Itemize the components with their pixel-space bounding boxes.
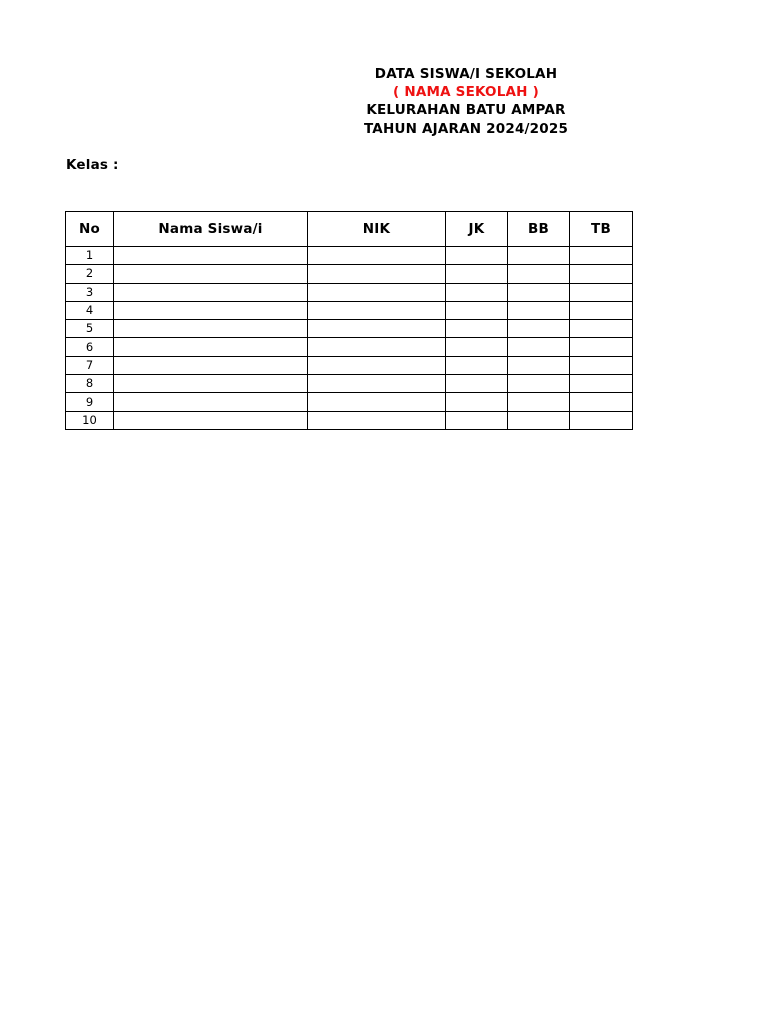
- cell-no: 6: [66, 338, 114, 356]
- table-row: [66, 301, 633, 319]
- cell-no: 1: [66, 247, 114, 265]
- cell-nama: [114, 265, 308, 283]
- table-row: [66, 247, 633, 265]
- title-line-kelurahan-text: KELURAHAN BATU AMPAR: [366, 102, 566, 118]
- title-line-academic-year: [300, 120, 632, 138]
- table-body: [66, 247, 633, 430]
- cell-nama: [114, 301, 308, 319]
- cell-jk: [446, 265, 508, 283]
- cell-no: 5: [66, 320, 114, 338]
- column-header-nik: NIK: [308, 212, 446, 247]
- title-line-school: [300, 65, 632, 83]
- table-row: [66, 375, 633, 393]
- cell-tb: [570, 320, 633, 338]
- cell-no: 3: [66, 283, 114, 301]
- column-header-bb: BB: [508, 212, 570, 247]
- cell-nik: [308, 283, 446, 301]
- cell-nik: [308, 301, 446, 319]
- cell-jk: [446, 283, 508, 301]
- title-line-academic-year-text: TAHUN AJARAN 2024/2025: [363, 121, 569, 137]
- cell-tb: [570, 375, 633, 393]
- title-line-school-name: [300, 83, 632, 101]
- column-header-jk: JK: [446, 212, 508, 247]
- cell-tb: [570, 338, 633, 356]
- cell-nama: [114, 338, 308, 356]
- cell-bb: [508, 356, 570, 374]
- cell-bb: [508, 338, 570, 356]
- student-data-table: [65, 211, 633, 430]
- cell-no: 2: [66, 265, 114, 283]
- column-header-no: No: [66, 212, 114, 247]
- cell-nama: [114, 283, 308, 301]
- cell-jk: [446, 301, 508, 319]
- cell-nama: [114, 320, 308, 338]
- cell-jk: [446, 320, 508, 338]
- table-row: [66, 265, 633, 283]
- table-row: [66, 320, 633, 338]
- cell-bb: [508, 301, 570, 319]
- cell-bb: [508, 265, 570, 283]
- cell-no: 8: [66, 375, 114, 393]
- cell-no: 9: [66, 393, 114, 411]
- cell-tb: [570, 301, 633, 319]
- cell-nik: [308, 356, 446, 374]
- cell-nama: [114, 375, 308, 393]
- table-row: [66, 338, 633, 356]
- table-row: [66, 393, 633, 411]
- cell-nik: [308, 338, 446, 356]
- cell-nik: [308, 265, 446, 283]
- column-header-nama: Nama Siswa/i: [114, 212, 308, 247]
- cell-bb: [508, 283, 570, 301]
- cell-jk: [446, 411, 508, 429]
- cell-tb: [570, 411, 633, 429]
- cell-tb: [570, 393, 633, 411]
- title-line-kelurahan: [300, 101, 632, 119]
- cell-tb: [570, 265, 633, 283]
- cell-jk: [446, 338, 508, 356]
- cell-tb: [570, 356, 633, 374]
- cell-no: 7: [66, 356, 114, 374]
- cell-nik: [308, 320, 446, 338]
- kelas-label: Kelas :: [66, 157, 119, 173]
- column-header-tb: TB: [570, 212, 633, 247]
- title-line-school-text: DATA SISWA/I SEKOLAH: [374, 66, 558, 82]
- cell-nik: [308, 247, 446, 265]
- cell-jk: [446, 247, 508, 265]
- cell-bb: [508, 320, 570, 338]
- cell-bb: [508, 247, 570, 265]
- cell-nama: [114, 356, 308, 374]
- cell-jk: [446, 375, 508, 393]
- cell-tb: [570, 247, 633, 265]
- cell-bb: [508, 375, 570, 393]
- cell-nama: [114, 393, 308, 411]
- table-row: [66, 356, 633, 374]
- cell-nik: [308, 411, 446, 429]
- cell-bb: [508, 411, 570, 429]
- table-row: [66, 411, 633, 429]
- cell-jk: [446, 393, 508, 411]
- cell-no: 10: [66, 411, 114, 429]
- title-line-school-name-text: ( NAMA SEKOLAH ): [393, 84, 539, 100]
- cell-bb: [508, 393, 570, 411]
- cell-nama: [114, 411, 308, 429]
- cell-tb: [570, 283, 633, 301]
- cell-jk: [446, 356, 508, 374]
- cell-nama: [114, 247, 308, 265]
- table-header-row: [66, 212, 633, 247]
- cell-no: 4: [66, 301, 114, 319]
- table-row: [66, 283, 633, 301]
- cell-nik: [308, 375, 446, 393]
- cell-nik: [308, 393, 446, 411]
